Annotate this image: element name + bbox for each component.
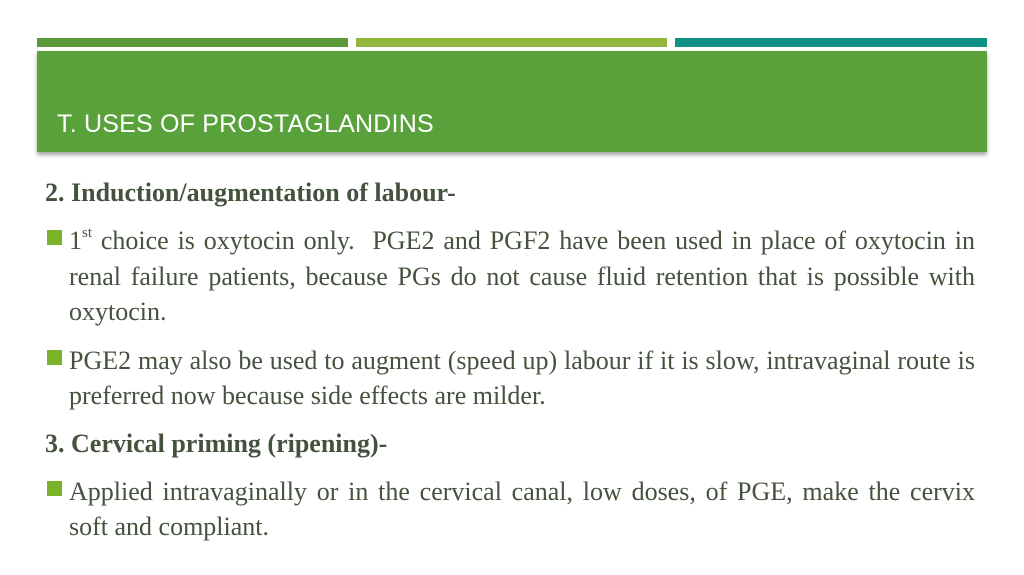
square-bullet-icon	[47, 481, 62, 496]
top-bar-dark-green	[37, 38, 348, 47]
ordinal-number: 1	[69, 226, 82, 255]
decorative-top-bars	[37, 38, 987, 47]
slide-title: T. USES OF PROSTAGLANDINS	[57, 110, 434, 138]
square-bullet-icon	[47, 350, 62, 365]
bullet-text: PGE2 may also be used to augment (speed up) labour if it is slow, intravaginal route is preferred now because side effects are milder.	[69, 345, 975, 410]
top-bar-light-green	[356, 38, 667, 47]
ordinal-suffix: st	[82, 225, 93, 242]
title-band	[37, 51, 987, 152]
bullet-text: Applied intravaginally or in the cervical canal, low doses, of PGE, make the cervix soft and compliant.	[69, 476, 975, 541]
bullet-item	[45, 474, 975, 545]
slide-content	[45, 176, 982, 558]
section-heading-cervical-priming: 3. Cervical priming (ripening)-	[45, 428, 388, 458]
bullet-text	[69, 223, 982, 330]
square-bullet-icon	[47, 230, 62, 245]
bullet-item	[45, 343, 975, 414]
top-bar-teal	[675, 38, 987, 47]
bullet-item	[45, 223, 982, 330]
section-heading-induction: 2. Induction/augmentation of labour-	[45, 178, 456, 207]
bullet-body: choice is oxytocin only. PGE2 and PGF2 have been used in place of oxytocin in renal failure patients, because PGs do not cause fluid retention that is possible with oxytocin.	[69, 226, 982, 326]
